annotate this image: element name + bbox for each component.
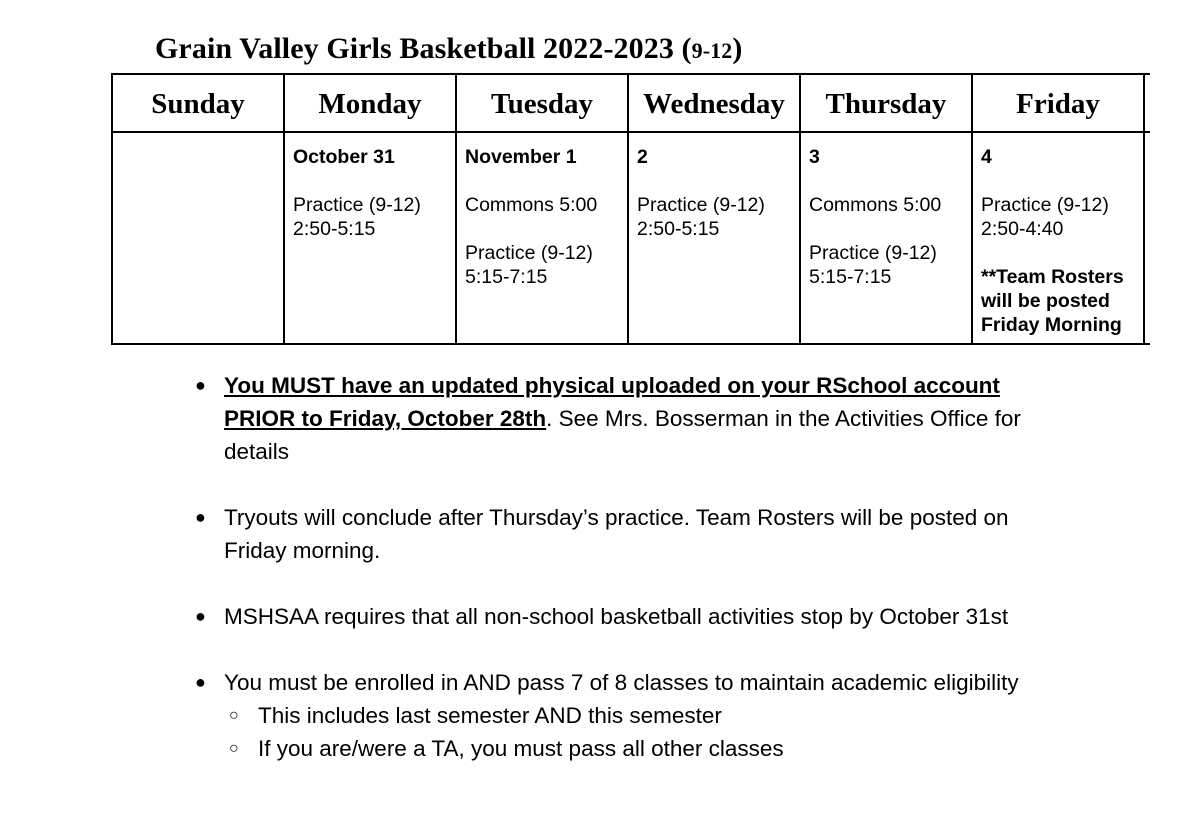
title-paren-close: ): [732, 32, 743, 65]
header-wednesday: Wednesday: [628, 74, 800, 132]
title-main: Grain Valley Girls Basketball 2022-2023: [155, 32, 682, 65]
thursday-line2: Practice (9-12): [809, 242, 937, 264]
thursday-date: 3: [809, 146, 820, 168]
wednesday-line1: Practice (9-12): [637, 194, 765, 216]
eligibility-sub-1: This includes last semester AND this semester: [258, 703, 722, 728]
monday-line2: 2:50-5:15: [293, 218, 376, 240]
thursday-line3: 5:15-7:15: [809, 266, 892, 288]
sub-list-item: [191, 732, 1031, 765]
friday-line1: Practice (9-12): [981, 194, 1109, 216]
tuesday-line3: 5:15-7:15: [465, 266, 548, 288]
tuesday-line2: Practice (9-12): [465, 242, 593, 264]
eligibility-sub-2: If you are/were a TA, you must pass all other classes: [258, 736, 784, 761]
cell-monday: [284, 132, 456, 344]
header-friday: Friday: [972, 74, 1144, 132]
header-sunday: Sunday: [112, 74, 284, 132]
circle-bullet-icon: ○: [229, 740, 239, 757]
header-thursday: Thursday: [800, 74, 972, 132]
cell-tuesday: [456, 132, 628, 344]
circle-bullet-icon: ○: [229, 707, 239, 724]
bullet-icon: ●: [195, 507, 206, 527]
physical-requirement-emphasis: You MUST have an updated physical uploaded on your RSchool account PRIOR to Friday, October 28th: [224, 373, 1000, 431]
cell-wednesday: [628, 132, 800, 344]
friday-note-line2: will be posted: [981, 290, 1110, 312]
thursday-line1: Commons 5:00: [809, 194, 942, 216]
friday-note-line3: Friday Morning: [981, 314, 1122, 336]
tryouts-note: Tryouts will conclude after Thursday’s practice. Team Rosters will be posted on Friday morning.: [224, 505, 1009, 563]
mshsaa-note: MSHSAA requires that all non-school basketball activities stop by October 31st: [224, 604, 1009, 629]
list-item: [191, 666, 1031, 699]
schedule-table: [111, 73, 1150, 345]
table-row: [112, 132, 1150, 344]
bullet-icon: ●: [195, 672, 206, 692]
table-header-row: [112, 74, 1150, 132]
list-item: [191, 600, 1031, 633]
monday-date: October 31: [293, 146, 395, 168]
page-title: [155, 32, 742, 66]
friday-note-line1: **Team Rosters: [981, 266, 1124, 288]
notes-list: [191, 369, 1031, 765]
friday-line2: 2:50-4:40: [981, 218, 1064, 240]
bullet-icon: ●: [195, 606, 206, 626]
physical-requirement-details: . See Mrs. Bosserman in the Activities Office for details: [224, 406, 1021, 464]
wednesday-date: 2: [637, 146, 648, 168]
cell-friday: [972, 132, 1144, 344]
header-saturday-partial: [1144, 74, 1150, 132]
friday-date: 4: [981, 146, 992, 168]
bullet-icon: ●: [195, 375, 206, 395]
cell-thursday: [800, 132, 972, 344]
header-tuesday: Tuesday: [456, 74, 628, 132]
wednesday-line2: 2:50-5:15: [637, 218, 720, 240]
sub-list-item: [191, 699, 1031, 732]
tuesday-line1: Commons 5:00: [465, 194, 598, 216]
header-monday: Monday: [284, 74, 456, 132]
monday-line1: Practice (9-12): [293, 194, 421, 216]
list-item: [191, 501, 1031, 567]
list-item: [191, 369, 1031, 468]
eligibility-note: You must be enrolled in AND pass 7 of 8 classes to maintain academic eligibility: [224, 670, 1019, 695]
title-paren-open: (: [681, 32, 692, 65]
cell-saturday-partial: [1144, 132, 1150, 344]
title-grades: 9-12: [691, 38, 733, 63]
cell-sunday: [112, 132, 284, 344]
tuesday-date: November 1: [465, 146, 577, 168]
